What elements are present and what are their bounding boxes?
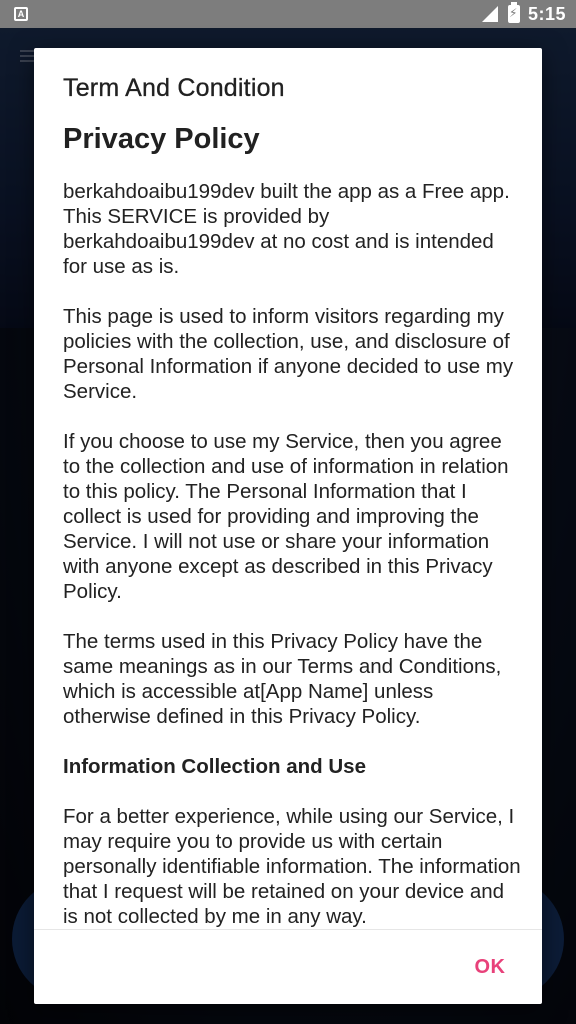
policy-paragraph: This page is used to inform visitors regarding my policies with the collection, use, and disclosure of Personal Information if anyone decided to use my Service. xyxy=(63,305,514,403)
policy-paragraph: For a better experience, while using our Service, I may require you to provide us with certain personally identifiable information. The information that I request will be retained on your device and is not collected by me in any way. xyxy=(63,805,521,928)
battery-charging-icon xyxy=(508,5,520,23)
dialog-divider xyxy=(34,929,542,930)
status-time: 5:15 xyxy=(528,4,567,24)
app-notification-icon: A xyxy=(14,7,28,21)
policy-heading: Privacy Policy xyxy=(63,123,260,155)
policy-paragraph: If you choose to use my Service, then you agree to the collection and use of information in relation to this policy. The Personal Information that I collect is used for providing and improving the Service. I will not use or share your information with anyone except as described in this Privacy Policy. xyxy=(63,430,509,603)
terms-dialog xyxy=(34,48,542,1004)
policy-paragraph: berkahdoaibu199dev built the app as a Free app. This SERVICE is provided by berkahdoaibu199dev at no cost and is intended for use as is. xyxy=(63,180,510,278)
status-bar xyxy=(0,0,576,28)
policy-paragraph: The terms used in this Privacy Policy have the same meanings as in our Terms and Conditions, which is accessible at[App Name] unless otherwise defined in this Privacy Policy. xyxy=(63,630,502,728)
signal-icon xyxy=(482,6,498,22)
dialog-title: Term And Condition xyxy=(63,74,285,102)
policy-scroll-area[interactable] xyxy=(63,118,523,929)
ok-button[interactable]: OK xyxy=(462,946,518,988)
policy-subheading: Information Collection and Use xyxy=(63,755,366,778)
